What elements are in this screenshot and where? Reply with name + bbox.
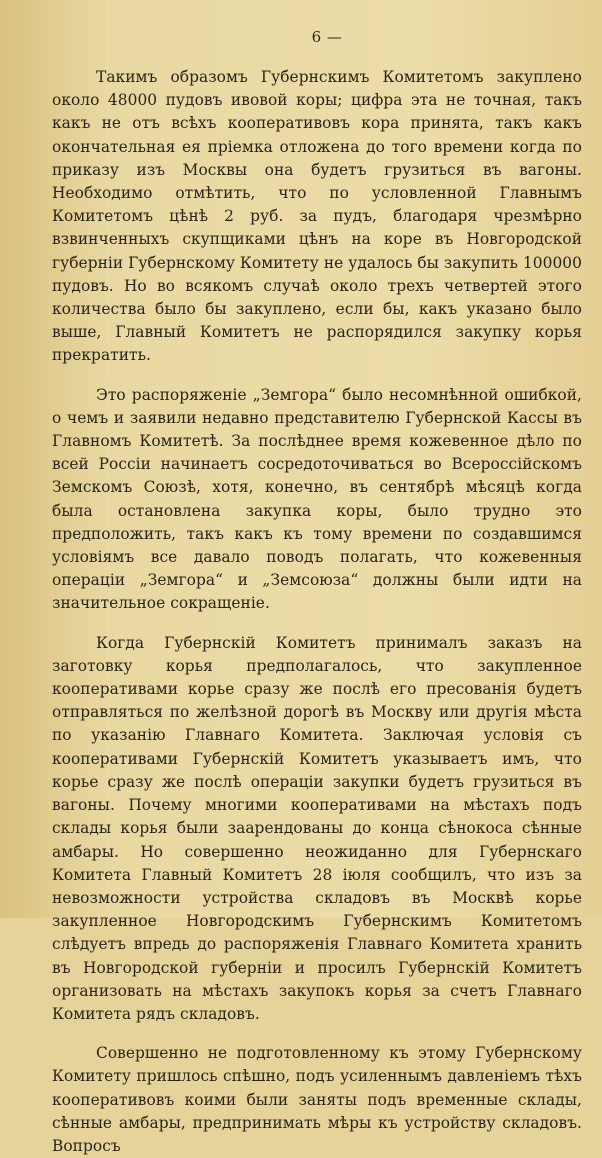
paragraph-3: Когда Губернскій Комитетъ принималъ заказъ на заготовку корья предполагалось, что закупленное кооперативами корье сразу же послѣ его пресованія будетъ отправляться по желѣзной дорогѣ въ Москву или другія мѣста по указанію Главнаго Комитета. Заключая условія съ кооперативами Губернскій Комитетъ указываетъ имъ, что корье сразу же послѣ операціи закупки будетъ грузиться въ вагоны. Почему многими кооперативами на мѣстахъ подъ склады корья были заарендованы до конца сѣнокоса сѣнные амбары. Но совершенно неожиданно для Губернскаго Комитета Главный Комитетъ 28 іюля сообщилъ, что изъ за невозможности устройства складовъ въ Москвѣ корье закупленное Новгородскимъ Губернскимъ Комитетомъ слѣдуетъ впредь до распоряженія Главнаго Комитета хранить въ Новгородской губерніи и просилъ Губернскій Комитетъ организовать на мѣстахъ закупокъ корья за счетъ Главнаго Комитета рядъ складовъ. [52, 633, 582, 1023]
page-number: 6 — [311, 28, 343, 46]
paragraph-1: Такимъ образомъ Губернскимъ Комитетомъ закуплено около 48000 пудовъ ивовой коры; цифра эта не точная, такъ какъ не отъ всѣхъ кооперативовъ кора принята, такъ какъ окончательная ея пріемка отложена до того времени когда по приказу изъ Москвы она будетъ грузиться въ вагоны. Необходимо отмѣтить, что по условленной Главнымъ Комитетомъ цѣнѣ 2 руб. за пудъ, благодаря чрезмѣрно взвинченныхъ скупщиками цѣнъ на коре въ Новгородской губерніи Губернскому Комитету не удалось бы закупить 100000 пудовъ. Но во всякомъ случаѣ около трехъ четвертей этого количества было бы закуплено, если бы, какъ указано было выше, Главный Комитетъ не распорядился закупку корья прекратить. [52, 68, 582, 365]
paragraph-4: Совершенно не подготовленному къ этому Губернскому Комитету пришлось спѣшно, подъ усиленнымъ давленіемъ тѣхъ кооперативовъ коими были заняты подъ временные склады, сѣнные амбары, предпринимать мѣры къ устройству складовъ. Вопросъ [52, 1044, 582, 1155]
paragraph-2: Это распоряженіе „Земгора“ было несомнѣнной ошибкой, о чемъ и заявили недавно представителю Губернской Кассы въ Главномъ Комитетѣ. За послѣднее время кожевенное дѣло по всей Россіи начинаетъ сосредоточиваться во Всероссійскомъ Земскомъ Союзѣ, хотя, конечно, въ сентябрѣ мѣсяцѣ когда была остановлена закупка коры, было трудно это предположить, такъ какъ къ тому времени по создавшимся условіямъ все давало поводъ полагать, что кожевенныя операціи „Земгора“ и „Земсоюза“ должны были идти на значительное сокращеніе. [52, 385, 582, 613]
